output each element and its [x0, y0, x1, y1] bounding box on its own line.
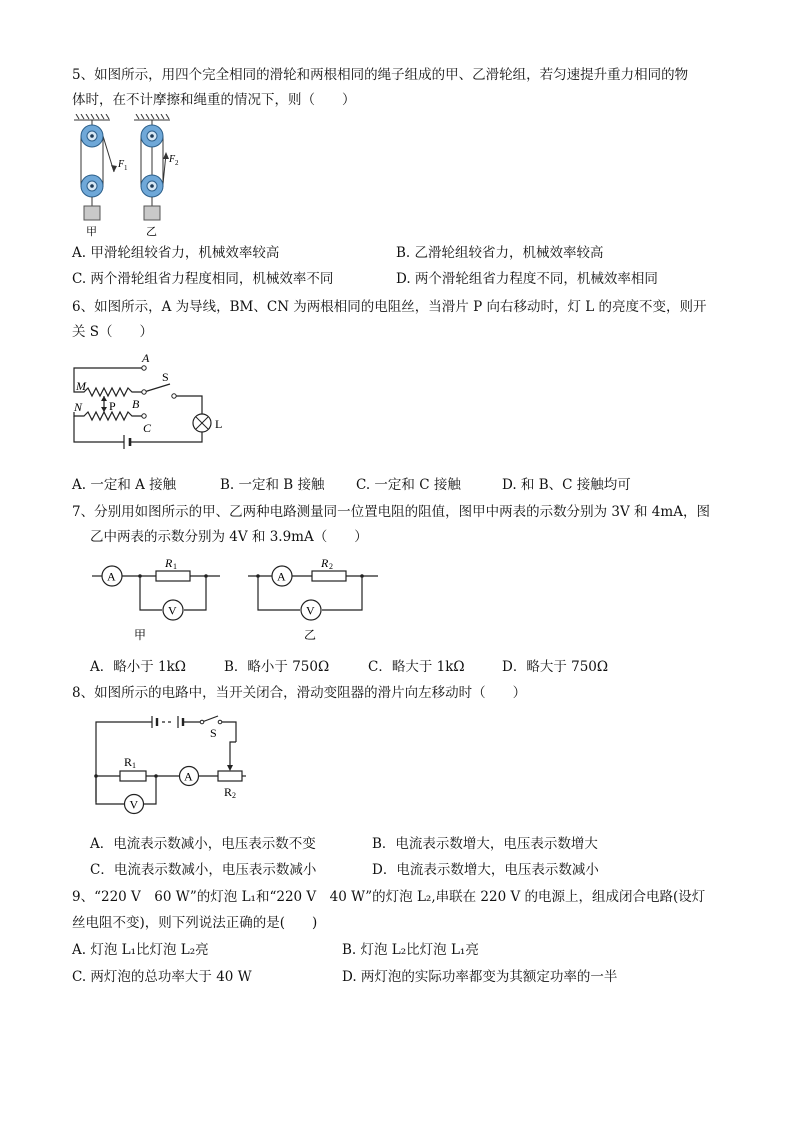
r2-label: R: [321, 556, 329, 570]
pulley-fixed-yi: [141, 125, 163, 147]
label-n: N: [74, 400, 83, 414]
pulley-fixed-jia: [81, 125, 103, 147]
label-p: P: [109, 399, 116, 413]
weight-block-jia: [84, 206, 100, 220]
q7-option-a[interactable]: A．略小于 1kΩ: [90, 659, 187, 675]
resistor-r1: [156, 571, 190, 581]
q9-stem-line2: 丝电阻不变)，则下列说法正确的是( ): [72, 915, 318, 931]
q6-option-c[interactable]: C. 一定和 C 接触: [356, 477, 461, 493]
q5-option-b[interactable]: B. 乙滑轮组较省力，机械效率较高: [396, 245, 604, 261]
r1-label: R: [124, 755, 133, 769]
ceiling-hatch-yi: [134, 114, 170, 120]
fig-label-jia: 甲: [134, 628, 147, 642]
q8-stem: 8、如图所示的电路中，当开关闭合，滑动变阻器的滑片向左移动时（ ）: [72, 685, 527, 701]
q7-stem-line1: 7、分别用如图所示的甲、乙两种电路测量同一位置电阻的阻值，图甲中两表的示数分别为 3V 和 4mA，图: [72, 504, 710, 520]
q7-stem-line2: 乙中两表的示数分别为 4V 和 3.9mA（ ）: [90, 529, 368, 545]
ammeter-jia-label: A: [107, 569, 116, 584]
ammeter-label: A: [184, 769, 193, 784]
fig-label-yi: 乙: [146, 226, 157, 238]
q9-option-d[interactable]: D. 两灯泡的实际功率都变为其额定功率的一半: [342, 969, 618, 985]
q8-option-d[interactable]: D．电流表示数增大，电压表示数减小: [372, 862, 599, 878]
force-label-f2: F: [169, 154, 176, 165]
pulley-movable-yi: [141, 175, 163, 197]
q9-option-a[interactable]: A. 灯泡 L₁比灯泡 L₂亮: [72, 942, 209, 958]
r1-label: R: [165, 556, 173, 570]
q6-option-d[interactable]: D. 和 B、C 接触均可: [502, 477, 631, 493]
q7-circuit-figure: [90, 552, 390, 646]
q5-stem-line2: 体时，在不计摩擦和绳重的情况下，则（ ）: [72, 92, 356, 108]
label-s: S: [162, 370, 169, 384]
q9-stem-line1: 9、“220 V 60 W”的灯泡 L₁和“220 V 40 W”的灯泡 L₂,串联在 220 V 的电源上，组成闭合电路(设灯: [72, 889, 706, 905]
q5-option-a[interactable]: A. 甲滑轮组较省力，机械效率较高: [72, 245, 280, 261]
q7-option-d[interactable]: D．略大于 750Ω: [502, 659, 609, 675]
rheostat-r2: [218, 771, 242, 781]
q5-option-c[interactable]: C. 两个滑轮组省力程度相同，机械效率不同: [72, 271, 334, 287]
q8-circuit-figure: [90, 710, 260, 822]
weight-block-yi: [144, 206, 160, 220]
q6-stem-line1: 6、如图所示，A 为导线，BM、CN 为两根相同的电阻丝，当滑片 P 向右移动时，灯 L 的亮度不变，则开: [72, 299, 707, 315]
fig-label-jia: 甲: [86, 226, 97, 238]
q9-option-b[interactable]: B. 灯泡 L₂比灯泡 L₁亮: [342, 942, 479, 958]
label-b: B: [132, 397, 140, 411]
q8-option-b[interactable]: B．电流表示数增大，电压表示数增大: [372, 836, 598, 852]
switch-label: S: [210, 726, 217, 740]
label-m: M: [76, 379, 86, 393]
ceiling-hatch-jia: [74, 114, 110, 120]
label-a: A: [142, 351, 150, 365]
q7-option-c[interactable]: C．略大于 1kΩ: [368, 659, 465, 675]
r2-label-sub: 2: [232, 791, 236, 800]
force-label-f2-sub: 2: [175, 159, 179, 167]
q5-stem-line1: 5、如图所示，用四个完全相同的滑轮和两根相同的绳子组成的甲、乙滑轮组，若匀速提升重力相同的物: [72, 67, 689, 83]
lamp-l: [193, 414, 211, 432]
fig-label-yi: 乙: [304, 628, 317, 642]
q6-option-b[interactable]: B. 一定和 B 接触: [220, 477, 325, 493]
q5-option-d[interactable]: D. 两个滑轮组省力程度不同，机械效率相同: [396, 271, 658, 287]
q8-option-a[interactable]: A．电流表示数减小，电压表示数不变: [90, 836, 316, 852]
q6-option-a[interactable]: A. 一定和 A 接触: [72, 477, 177, 493]
label-l: L: [215, 417, 223, 431]
resistor-r2: [312, 571, 346, 581]
force-label-f1: F: [118, 159, 125, 170]
r1-label-sub: 1: [132, 761, 136, 770]
r1-label-sub: 1: [173, 562, 177, 571]
r2-label-sub: 2: [329, 562, 333, 571]
q6-circuit-figure: [66, 348, 236, 460]
label-c: C: [143, 421, 152, 435]
voltmeter-jia-label: V: [168, 603, 177, 618]
q7-option-b[interactable]: B．略小于 750Ω: [224, 659, 330, 675]
force-label-f1-sub: 1: [124, 164, 128, 172]
q5-pulley-figure: [70, 114, 200, 238]
voltmeter-label: V: [129, 797, 139, 812]
voltmeter-yi-label: V: [306, 603, 315, 618]
q6-stem-line2: 关 S（ ）: [72, 324, 154, 340]
q8-option-c[interactable]: C．电流表示数减小，电压表示数减小: [90, 862, 317, 878]
pulley-movable-jia: [81, 175, 103, 197]
resistor-r1: [120, 771, 146, 781]
r2-label: R: [224, 785, 233, 799]
q9-option-c[interactable]: C. 两灯泡的总功率大于 40 W: [72, 969, 252, 985]
ammeter-yi-label: A: [277, 569, 286, 584]
